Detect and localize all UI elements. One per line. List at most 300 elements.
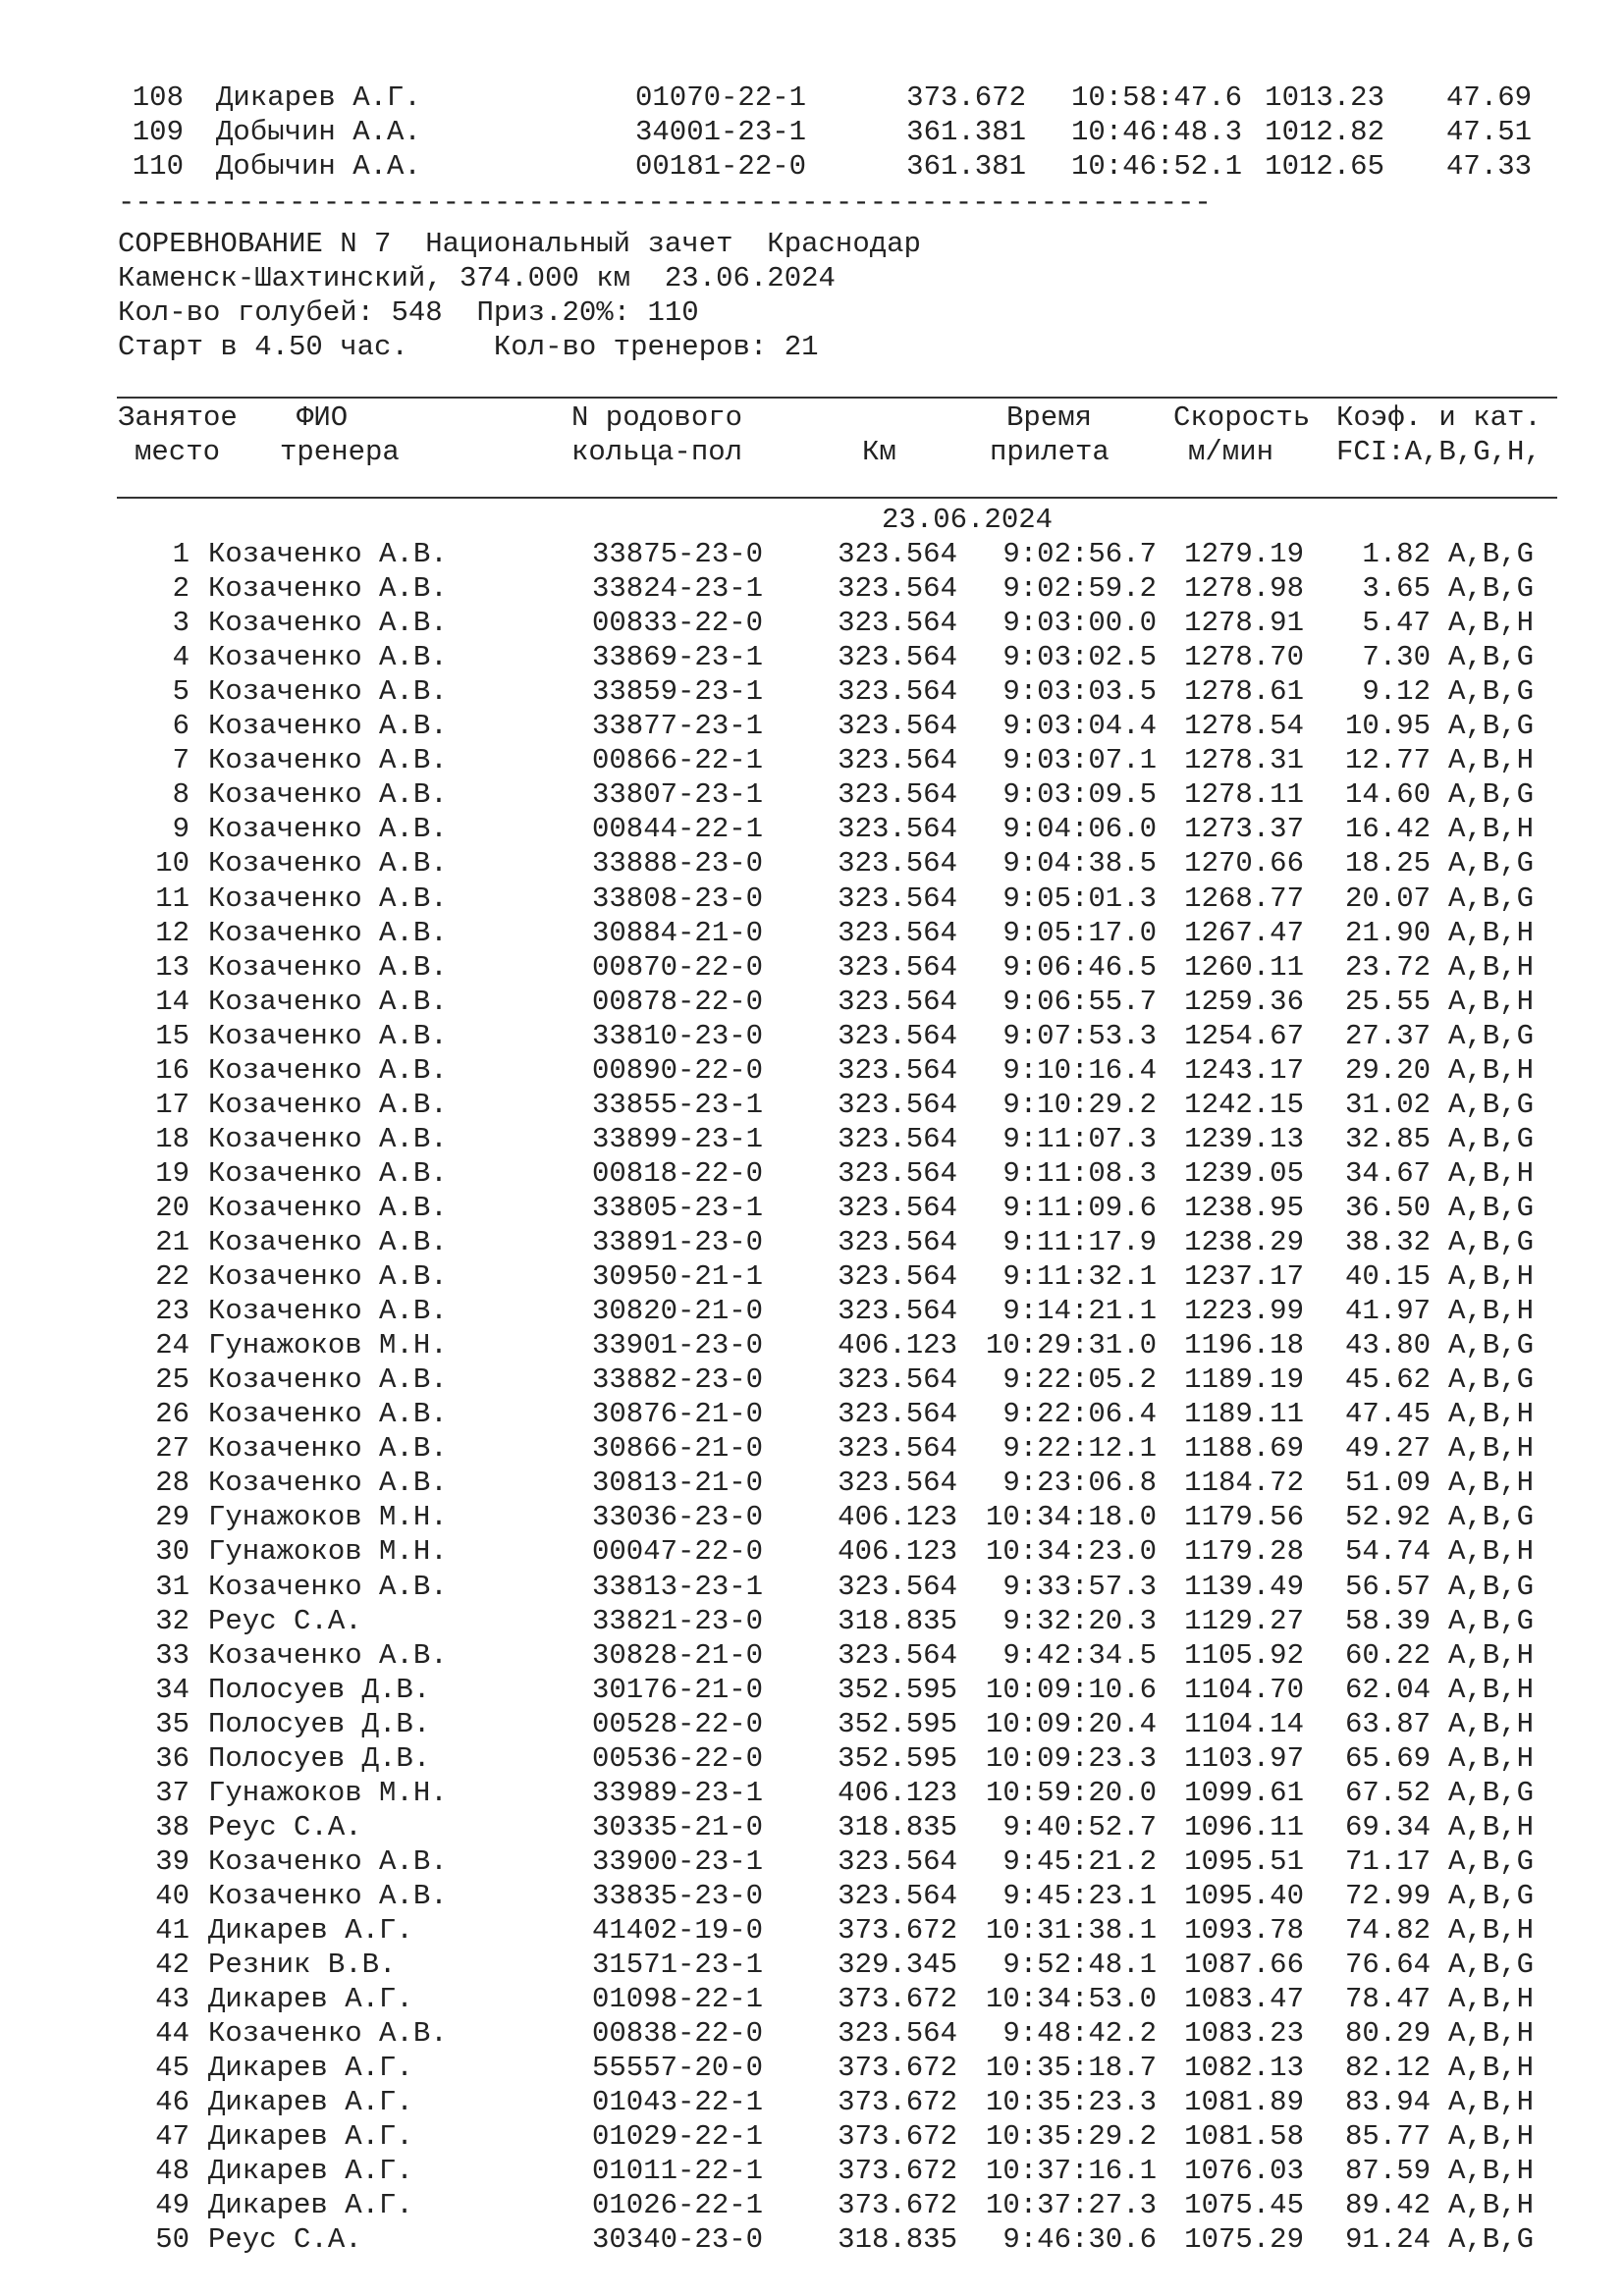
row-category: A,B,G — [1448, 1879, 1535, 1912]
row-km: 323.564 — [838, 985, 957, 1018]
row-name: Козаченко А.В. — [208, 2017, 448, 2051]
row-speed: 1278.31 — [1184, 744, 1304, 777]
row-km: 329.345 — [838, 1949, 957, 1982]
row-category: A,B,H — [1448, 950, 1535, 984]
row-coef: 63.87 — [1344, 1707, 1431, 1740]
table-row — [0, 1088, 1624, 1122]
row-time: 9:06:55.7 — [1002, 985, 1157, 1018]
row-ring: 00890-22-0 — [592, 1053, 764, 1087]
row-place: 1 — [172, 538, 189, 570]
row-speed: 1075.29 — [1184, 2223, 1304, 2257]
row-km: 373.672 — [906, 81, 1026, 114]
row-time: 9:14:21.1 — [1002, 1295, 1157, 1328]
row-category: A,B,G — [1448, 1776, 1535, 1809]
table-row — [0, 1122, 1624, 1156]
row-place: 110 — [132, 150, 184, 183]
row-speed: 1179.28 — [1184, 1535, 1304, 1569]
row-place: 16 — [155, 1053, 189, 1087]
row-speed: 1259.36 — [1184, 985, 1304, 1018]
row-speed: 1239.13 — [1184, 1122, 1304, 1155]
row-ring: 33891-23-0 — [592, 1226, 764, 1258]
row-coef: 83.94 — [1344, 2086, 1431, 2119]
table-row — [0, 1570, 1624, 1604]
row-km: 323.564 — [838, 1432, 957, 1466]
header-speed-1: Скорость — [1173, 401, 1311, 434]
row-km: 406.123 — [838, 1329, 957, 1362]
row-km: 373.672 — [838, 2120, 957, 2154]
row-speed: 1083.23 — [1184, 2017, 1304, 2051]
row-speed: 1267.47 — [1184, 916, 1304, 949]
table-row — [0, 1844, 1624, 1879]
row-time: 9:48:42.2 — [1002, 2017, 1157, 2051]
row-time: 10:34:53.0 — [985, 1983, 1157, 2016]
row-ring: 33855-23-1 — [592, 1088, 764, 1121]
row-speed: 1196.18 — [1184, 1329, 1304, 1362]
row-name: Козаченко А.В. — [208, 1570, 448, 1603]
row-place: 109 — [132, 116, 184, 148]
header-speed-2: м/мин — [1188, 436, 1274, 468]
row-speed: 1189.19 — [1184, 1363, 1304, 1397]
row-name: Добычин А.А. — [216, 116, 421, 148]
row-speed: 1087.66 — [1184, 1949, 1304, 1982]
row-name: Козаченко А.В. — [208, 1295, 448, 1328]
row-coef: 91.24 — [1344, 2223, 1431, 2257]
row-place: 23 — [155, 1295, 189, 1328]
row-place: 42 — [155, 1949, 189, 1982]
row-place: 39 — [155, 1844, 189, 1878]
row-time: 10:37:16.1 — [985, 2155, 1157, 2188]
row-ring: 33869-23-1 — [592, 641, 764, 674]
row-place: 20 — [155, 1191, 189, 1224]
table-row — [0, 2051, 1624, 2085]
row-coef: 38.32 — [1344, 1226, 1431, 1258]
table-row — [0, 743, 1624, 777]
table-row — [0, 674, 1624, 709]
row-km: 323.564 — [838, 1156, 957, 1190]
row-ring: 33859-23-1 — [592, 675, 764, 709]
row-place: 7 — [172, 744, 189, 777]
row-coef: 60.22 — [1344, 1638, 1431, 1672]
header-time-2: прилета — [990, 436, 1110, 468]
table-row — [0, 2222, 1624, 2257]
row-category: A,B,H — [1448, 1295, 1535, 1328]
header-km: Км — [862, 436, 896, 468]
row-time: 9:40:52.7 — [1002, 1810, 1157, 1843]
row-coef: 7.30 — [1362, 641, 1431, 674]
row-category: A,B,G — [1448, 572, 1535, 606]
row-name: Козаченко А.В. — [208, 1844, 448, 1878]
row-ring: 30828-21-0 — [592, 1638, 764, 1672]
row-km: 373.672 — [838, 1914, 957, 1947]
row-coef: 56.57 — [1344, 1570, 1431, 1603]
row-time: 10:35:23.3 — [985, 2086, 1157, 2119]
row-category: A,B,H — [1448, 1467, 1535, 1500]
row-place: 46 — [155, 2086, 189, 2119]
row-time: 10:37:27.3 — [985, 2189, 1157, 2222]
row-name: Полосуев Д.В. — [208, 1707, 431, 1740]
row-km: 323.564 — [838, 1398, 957, 1431]
row-name: Козаченко А.В. — [208, 1638, 448, 1672]
row-coef: 82.12 — [1344, 2052, 1431, 2085]
row-category: A,B,H — [1448, 1432, 1535, 1466]
row-name: Козаченко А.В. — [208, 1053, 448, 1087]
row-category: A,B,G — [1448, 881, 1535, 915]
row-coef: 58.39 — [1344, 1604, 1431, 1637]
row-name: Реус С.А. — [208, 1604, 362, 1637]
row-name: Полосуев Д.В. — [208, 1673, 431, 1706]
row-speed: 1129.27 — [1184, 1604, 1304, 1637]
row-time: 10:29:31.0 — [985, 1329, 1157, 1362]
row-name: Козаченко А.В. — [208, 778, 448, 812]
row-place: 27 — [155, 1432, 189, 1466]
row-place: 35 — [155, 1707, 189, 1740]
row-coef: 89.42 — [1344, 2189, 1431, 2222]
row-speed: 1270.66 — [1184, 847, 1304, 881]
row-km: 323.564 — [838, 1467, 957, 1500]
row-category: A,B,H — [1448, 2017, 1535, 2051]
row-place: 5 — [172, 675, 189, 709]
row-time: 10:31:38.1 — [985, 1914, 1157, 1947]
row-name: Реус С.А. — [208, 2223, 362, 2257]
row-coef: 21.90 — [1344, 916, 1431, 949]
competition-title: СОРЕВНОВАНИЕ N 7 Национальный зачет Краснодар — [118, 228, 921, 260]
row-name: Козаченко А.В. — [208, 641, 448, 674]
row-ring: 01011-22-1 — [592, 2155, 764, 2188]
row-km: 318.835 — [838, 1604, 957, 1637]
row-time: 9:32:20.3 — [1002, 1604, 1157, 1637]
row-place: 21 — [155, 1226, 189, 1258]
row-place: 49 — [155, 2189, 189, 2222]
row-name: Козаченко А.В. — [208, 881, 448, 915]
row-ring: 33824-23-1 — [592, 572, 764, 606]
row-name: Полосуев Д.В. — [208, 1741, 431, 1775]
table-row — [0, 916, 1624, 950]
row-km: 323.564 — [838, 1879, 957, 1912]
table-row — [0, 812, 1624, 846]
row-category: A,B,G — [1448, 1329, 1535, 1362]
row-speed: 1013.23 — [1265, 81, 1384, 114]
row-category: A,B,G — [1448, 1844, 1535, 1878]
previous-result-row — [0, 80, 1624, 115]
row-coef: 29.20 — [1344, 1053, 1431, 1087]
row-place: 3 — [172, 607, 189, 640]
row-name: Дикарев А.Г. — [208, 2086, 413, 2119]
row-name: Дикарев А.Г. — [208, 2120, 413, 2154]
row-speed: 1075.45 — [1184, 2189, 1304, 2222]
row-category: A,B,H — [1448, 813, 1535, 846]
row-coef: 3.65 — [1362, 572, 1431, 606]
row-speed: 1268.77 — [1184, 881, 1304, 915]
row-speed: 1278.54 — [1184, 710, 1304, 743]
row-ring: 00047-22-0 — [592, 1535, 764, 1569]
row-name: Гунажоков М.Н. — [208, 1535, 448, 1569]
row-ring: 33805-23-1 — [592, 1191, 764, 1224]
row-speed: 1096.11 — [1184, 1810, 1304, 1843]
row-coef: 52.92 — [1344, 1501, 1431, 1534]
row-coef: 51.09 — [1344, 1467, 1431, 1500]
row-km: 323.564 — [838, 1570, 957, 1603]
row-name: Дикарев А.Г. — [208, 2052, 413, 2085]
row-km: 361.381 — [906, 116, 1026, 148]
row-category: A,B,G — [1448, 2223, 1535, 2257]
row-category: A,B,G — [1448, 641, 1535, 674]
row-speed: 1238.95 — [1184, 1191, 1304, 1224]
row-ring: 33901-23-0 — [592, 1329, 764, 1362]
row-time: 9:11:09.6 — [1002, 1191, 1157, 1224]
row-name: Реус С.А. — [208, 1810, 362, 1843]
row-time: 9:10:16.4 — [1002, 1053, 1157, 1087]
row-ring: 33807-23-1 — [592, 778, 764, 812]
row-coef: 71.17 — [1344, 1844, 1431, 1878]
row-place: 33 — [155, 1638, 189, 1672]
row-category: A,B,G — [1448, 778, 1535, 812]
row-km: 323.564 — [838, 1363, 957, 1397]
row-name: Дикарев А.Г. — [208, 1914, 413, 1947]
row-coef: 49.27 — [1344, 1432, 1431, 1466]
row-time: 9:03:07.1 — [1002, 744, 1157, 777]
row-km: 373.672 — [838, 2189, 957, 2222]
row-speed: 1082.13 — [1184, 2052, 1304, 2085]
row-category: A,B,G — [1448, 1604, 1535, 1637]
row-category: A,B,H — [1448, 916, 1535, 949]
table-row — [0, 1604, 1624, 1638]
row-km: 323.564 — [838, 1088, 957, 1121]
row-place: 22 — [155, 1260, 189, 1294]
row-coef: 78.47 — [1344, 1983, 1431, 2016]
table-row — [0, 2119, 1624, 2154]
table-row — [0, 1741, 1624, 1776]
row-km: 323.564 — [838, 1191, 957, 1224]
row-name: Дикарев А.Г. — [208, 1983, 413, 2016]
row-speed: 1243.17 — [1184, 1053, 1304, 1087]
row-coef: 85.77 — [1344, 2120, 1431, 2154]
row-category: A,B,H — [1448, 1741, 1535, 1775]
row-place: 37 — [155, 1776, 189, 1809]
row-km: 373.672 — [838, 2086, 957, 2119]
row-ring: 31571-23-1 — [592, 1949, 764, 1982]
table-row — [0, 1156, 1624, 1191]
row-category: A,B,G — [1448, 710, 1535, 743]
row-coef: 32.85 — [1344, 1122, 1431, 1155]
row-ring: 41402-19-0 — [592, 1914, 764, 1947]
competition-birds-count: Кол-во голубей: 548 Приз.20%: 110 — [118, 296, 699, 329]
table-row — [0, 1707, 1624, 1741]
row-place: 10 — [155, 847, 189, 881]
row-name: Козаченко А.В. — [208, 1432, 448, 1466]
row-ring: 33808-23-0 — [592, 881, 764, 915]
header-place-1: Занятое — [118, 401, 238, 434]
table-row — [0, 1673, 1624, 1707]
table-row — [0, 1225, 1624, 1259]
header-coef-1: Коэф. и кат. — [1336, 401, 1542, 434]
row-ring: 00844-22-1 — [592, 813, 764, 846]
table-row — [0, 846, 1624, 881]
row-category: A,B,G — [1448, 1570, 1535, 1603]
row-speed: 1105.92 — [1184, 1638, 1304, 1672]
row-coef: 31.02 — [1344, 1088, 1431, 1121]
table-row — [0, 950, 1624, 985]
row-category: A,B,H — [1448, 985, 1535, 1018]
row-time: 9:11:17.9 — [1002, 1226, 1157, 1258]
row-speed: 1095.40 — [1184, 1879, 1304, 1912]
row-time: 9:05:17.0 — [1002, 916, 1157, 949]
row-time: 9:03:00.0 — [1002, 607, 1157, 640]
table-row — [0, 1466, 1624, 1500]
row-place: 11 — [155, 881, 189, 915]
table-row — [0, 2188, 1624, 2222]
row-time: 10:35:18.7 — [985, 2052, 1157, 2085]
row-coef: 65.69 — [1344, 1741, 1431, 1775]
row-km: 323.564 — [838, 813, 957, 846]
row-km: 406.123 — [838, 1535, 957, 1569]
row-speed: 1278.11 — [1184, 778, 1304, 812]
row-time: 9:33:57.3 — [1002, 1570, 1157, 1603]
row-category: A,B,G — [1448, 538, 1535, 570]
row-speed: 1260.11 — [1184, 950, 1304, 984]
row-ring: 01098-22-1 — [592, 1983, 764, 2016]
row-place: 18 — [155, 1122, 189, 1155]
row-time: 9:11:07.3 — [1002, 1122, 1157, 1155]
row-category: A,B,H — [1448, 1638, 1535, 1672]
row-time: 9:07:53.3 — [1002, 1019, 1157, 1052]
header-ring-1: N родового — [571, 401, 743, 434]
row-time: 10:34:23.0 — [985, 1535, 1157, 1569]
row-time: 9:11:32.1 — [1002, 1260, 1157, 1294]
header-coef-2: FCI:A,B,G,H, — [1336, 436, 1542, 468]
row-ring: 33882-23-0 — [592, 1363, 764, 1397]
table-row — [0, 2154, 1624, 2188]
table-row — [0, 1948, 1624, 1982]
row-km: 323.564 — [838, 538, 957, 570]
row-category: A,B,G — [1448, 1949, 1535, 1982]
row-speed: 1099.61 — [1184, 1776, 1304, 1809]
row-ring: 00866-22-1 — [592, 744, 764, 777]
row-speed: 1189.11 — [1184, 1398, 1304, 1431]
row-name: Козаченко А.В. — [208, 607, 448, 640]
row-place: 13 — [155, 950, 189, 984]
row-km: 323.564 — [838, 1638, 957, 1672]
table-row — [0, 709, 1624, 743]
table-row — [0, 571, 1624, 606]
row-category: A,B,H — [1448, 1053, 1535, 1087]
row-name: Дикарев А.Г. — [208, 2155, 413, 2188]
row-coef: 74.82 — [1344, 1914, 1431, 1947]
row-ring: 00878-22-0 — [592, 985, 764, 1018]
row-name: Козаченко А.В. — [208, 675, 448, 709]
row-name: Козаченко А.В. — [208, 1156, 448, 1190]
row-category: A,B,G — [1448, 847, 1535, 881]
row-place: 36 — [155, 1741, 189, 1775]
row-name: Козаченко А.В. — [208, 1363, 448, 1397]
row-coef: 36.50 — [1344, 1191, 1431, 1224]
row-km: 352.595 — [838, 1741, 957, 1775]
table-row — [0, 2085, 1624, 2119]
row-category: A,B,H — [1448, 1983, 1535, 2016]
row-km: 323.564 — [838, 1295, 957, 1328]
row-km: 323.564 — [838, 1844, 957, 1878]
row-time: 9:42:34.5 — [1002, 1638, 1157, 1672]
row-coef: 14.60 — [1344, 778, 1431, 812]
row-coef: 47.45 — [1344, 1398, 1431, 1431]
row-coef: 5.47 — [1362, 607, 1431, 640]
row-km: 323.564 — [838, 744, 957, 777]
row-time: 9:05:01.3 — [1002, 881, 1157, 915]
row-coef: 41.97 — [1344, 1295, 1431, 1328]
row-time: 9:06:46.5 — [1002, 950, 1157, 984]
table-row — [0, 1776, 1624, 1810]
row-speed: 1012.82 — [1265, 116, 1384, 148]
row-place: 41 — [155, 1914, 189, 1947]
row-coef: 23.72 — [1344, 950, 1431, 984]
table-row — [0, 1019, 1624, 1053]
row-place: 32 — [155, 1604, 189, 1637]
row-category: A,B,H — [1448, 1535, 1535, 1569]
row-time: 9:22:12.1 — [1002, 1432, 1157, 1466]
row-coef: 47.51 — [1445, 116, 1532, 148]
row-place: 26 — [155, 1398, 189, 1431]
row-speed: 1237.17 — [1184, 1260, 1304, 1294]
row-speed: 1081.58 — [1184, 2120, 1304, 2154]
row-time: 9:23:06.8 — [1002, 1467, 1157, 1500]
row-time: 9:10:29.2 — [1002, 1088, 1157, 1121]
row-name: Козаченко А.В. — [208, 1467, 448, 1500]
row-place: 9 — [172, 813, 189, 846]
row-coef: 69.34 — [1344, 1810, 1431, 1843]
row-place: 2 — [172, 572, 189, 606]
row-place: 29 — [155, 1501, 189, 1534]
row-km: 323.564 — [838, 607, 957, 640]
row-place: 31 — [155, 1570, 189, 1603]
row-name: Козаченко А.В. — [208, 847, 448, 881]
table-row — [0, 985, 1624, 1019]
row-coef: 20.07 — [1344, 881, 1431, 915]
row-speed: 1095.51 — [1184, 1844, 1304, 1878]
row-ring: 30340-23-0 — [592, 2223, 764, 2257]
row-ring: 34001-23-1 — [635, 116, 807, 148]
row-name: Дикарев А.Г. — [208, 2189, 413, 2222]
row-category: A,B,H — [1448, 1810, 1535, 1843]
table-row — [0, 2016, 1624, 2051]
row-ring: 33810-23-0 — [592, 1019, 764, 1052]
row-place: 48 — [155, 2155, 189, 2188]
row-km: 406.123 — [838, 1501, 957, 1534]
row-time: 9:45:21.2 — [1002, 1844, 1157, 1878]
row-place: 17 — [155, 1088, 189, 1121]
row-ring: 33989-23-1 — [592, 1776, 764, 1809]
row-category: A,B,H — [1448, 2155, 1535, 2188]
row-speed: 1104.14 — [1184, 1707, 1304, 1740]
row-km: 323.564 — [838, 1019, 957, 1052]
row-km: 373.672 — [838, 2155, 957, 2188]
row-ring: 00870-22-0 — [592, 950, 764, 984]
row-coef: 62.04 — [1344, 1673, 1431, 1706]
row-category: A,B,H — [1448, 1673, 1535, 1706]
row-speed: 1083.47 — [1184, 1983, 1304, 2016]
row-place: 43 — [155, 1983, 189, 2016]
header-place-2: место — [135, 436, 221, 468]
row-time: 9:03:02.5 — [1002, 641, 1157, 674]
row-category: A,B,H — [1448, 2086, 1535, 2119]
table-row — [0, 777, 1624, 812]
row-category: A,B,H — [1448, 1707, 1535, 1740]
competition-route: Каменск-Шахтинский, 374.000 км 23.06.2024 — [118, 262, 836, 294]
row-ring: 30950-21-1 — [592, 1260, 764, 1294]
row-time: 9:22:06.4 — [1002, 1398, 1157, 1431]
row-time: 10:35:29.2 — [985, 2120, 1157, 2154]
header-ring-2: кольца-пол — [571, 436, 743, 468]
row-place: 38 — [155, 1810, 189, 1843]
row-km: 373.672 — [838, 2052, 957, 2085]
